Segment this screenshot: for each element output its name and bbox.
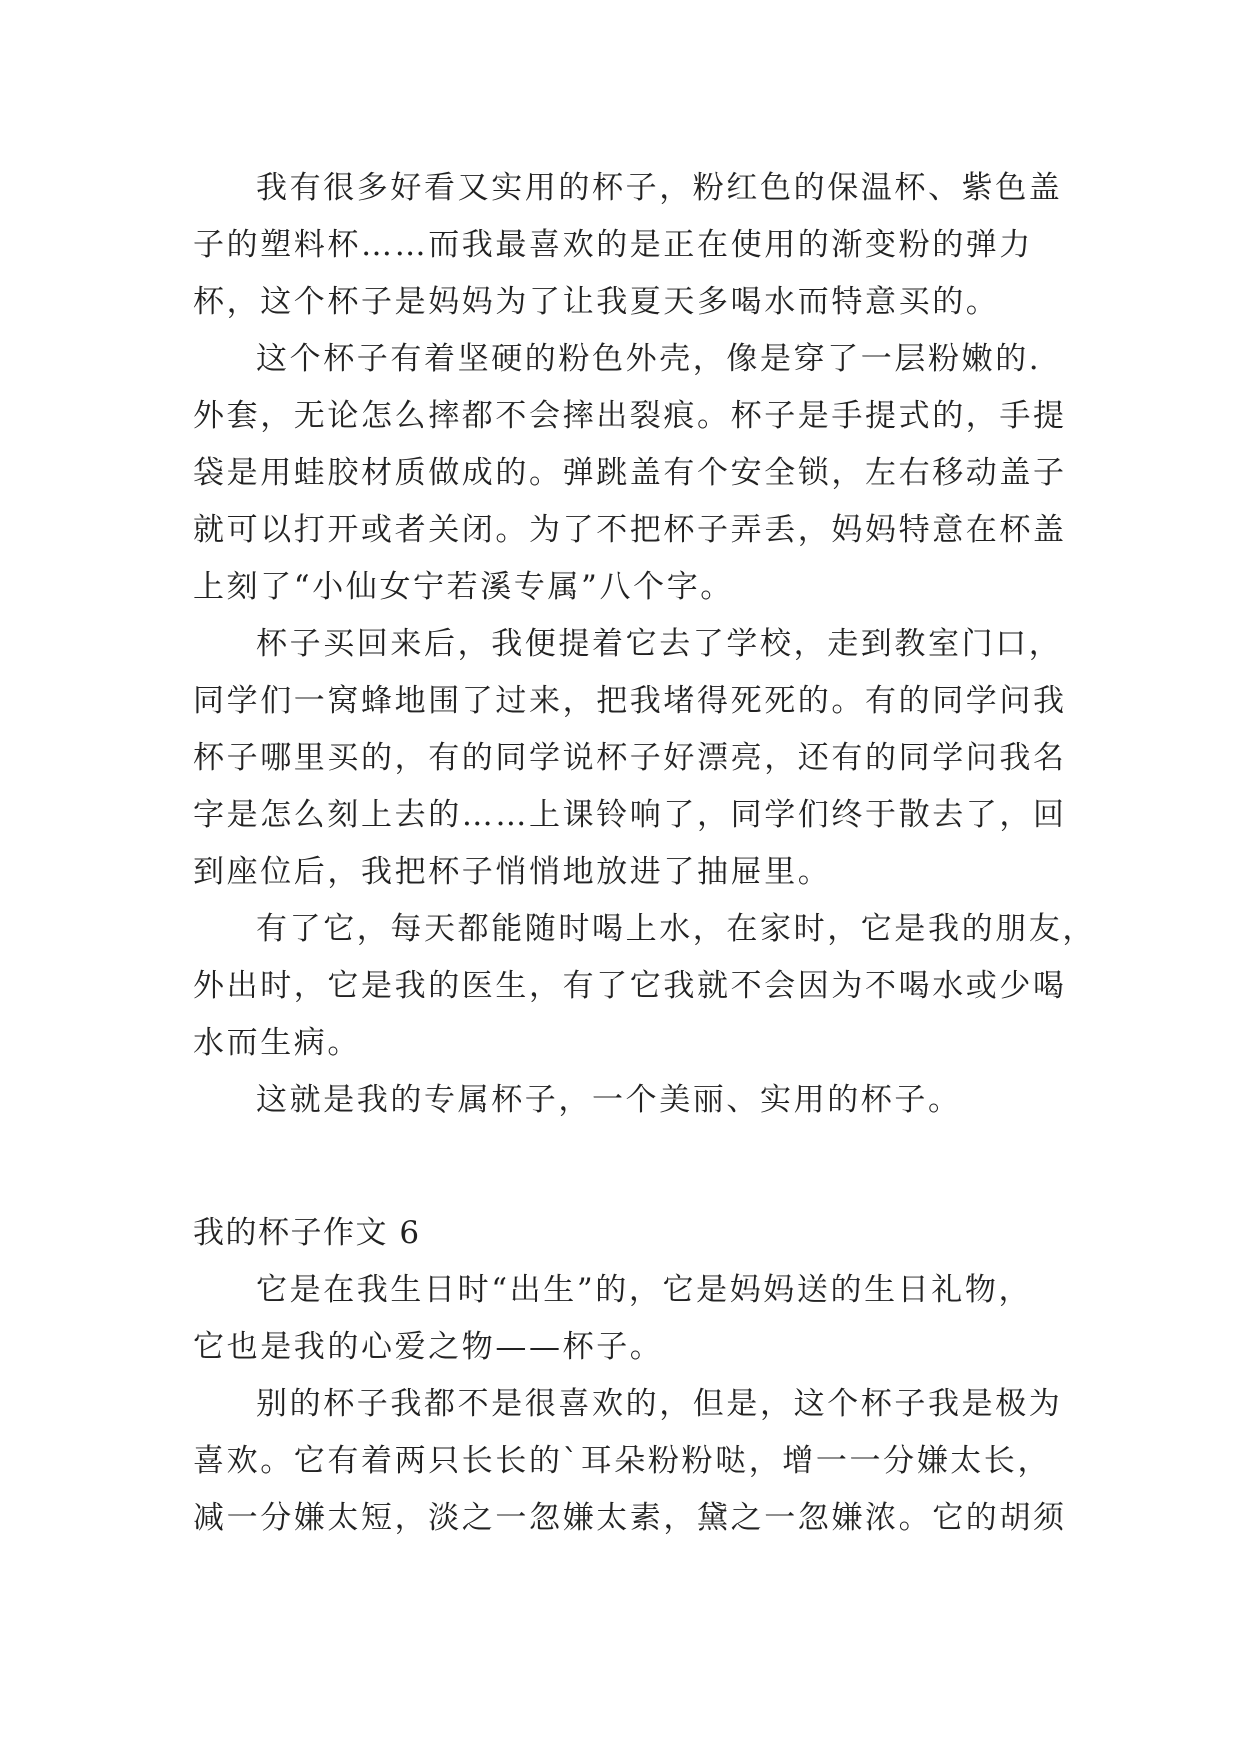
section-heading: 我的杯子作文 6 [193,1215,421,1251]
paragraph-line: 同学们一窝蜂地围了过来，把我堵得死死的。有的同学问我 [193,683,1067,719]
paragraph-line: 字是怎么刻上去的……上课铃响了，同学们终于散去了，回 [193,797,1067,833]
paragraph-line: 这个杯子有着坚硬的粉色外壳，像是穿了一层粉嫩的. [256,341,1042,377]
paragraph-line: 这就是我的专属杯子，一个美丽、实用的杯子。 [256,1082,962,1118]
paragraph-line: 它是在我生日时“出生”的，它是妈妈送的生日礼物， [256,1272,1033,1308]
paragraph-line: 水而生病。 [193,1025,361,1061]
paragraph-line: 到座位后，我把杯子悄悄地放进了抽屉里。 [193,854,832,890]
paragraph-line: 袋是用蛙胶材质做成的。弹跳盖有个安全锁，左右移动盖子 [193,455,1067,491]
paragraph-line: 就可以打开或者关闭。为了不把杯子弄丢，妈妈特意在杯盖 [193,512,1067,548]
paragraph-line: 上刻了“小仙女宁若溪专属”八个字。 [193,569,734,605]
paragraph-line: 我有很多好看又实用的杯子，粉红色的保温杯、紫色盖 [256,170,1063,206]
paragraph-line: 有了它，每天都能随时喝上水，在家时，它是我的朋友， [256,911,1096,947]
paragraph-line: 杯子买回来后，我便提着它去了学校，走到教室门口， [256,626,1063,662]
paragraph-line: 杯子哪里买的，有的同学说杯子好漂亮，还有的同学问我名 [193,740,1067,776]
paragraph-line: 子的塑料杯……而我最喜欢的是正在使用的渐变粉的弹力 [193,227,1033,263]
paragraph-line: 外套，无论怎么摔都不会摔出裂痕。杯子是手提式的，手提 [193,398,1067,434]
paragraph-line: 外出时，它是我的医生，有了它我就不会因为不喝水或少喝 [193,968,1067,1004]
paragraph-line: 杯，这个杯子是妈妈为了让我夏天多喝水而特意买的。 [193,284,1000,320]
paragraph-line: 别的杯子我都不是很喜欢的，但是，这个杯子我是极为 [256,1386,1063,1422]
paragraph-line: 它也是我的心爱之物——杯子。 [193,1329,664,1365]
paragraph-line: 减一分嫌太短，淡之一忽嫌太素，黛之一忽嫌浓。它的胡须 [193,1500,1067,1536]
paragraph-line: 喜欢。它有着两只长长的`耳朵粉粉哒，增一一分嫌太长， [193,1443,1052,1479]
